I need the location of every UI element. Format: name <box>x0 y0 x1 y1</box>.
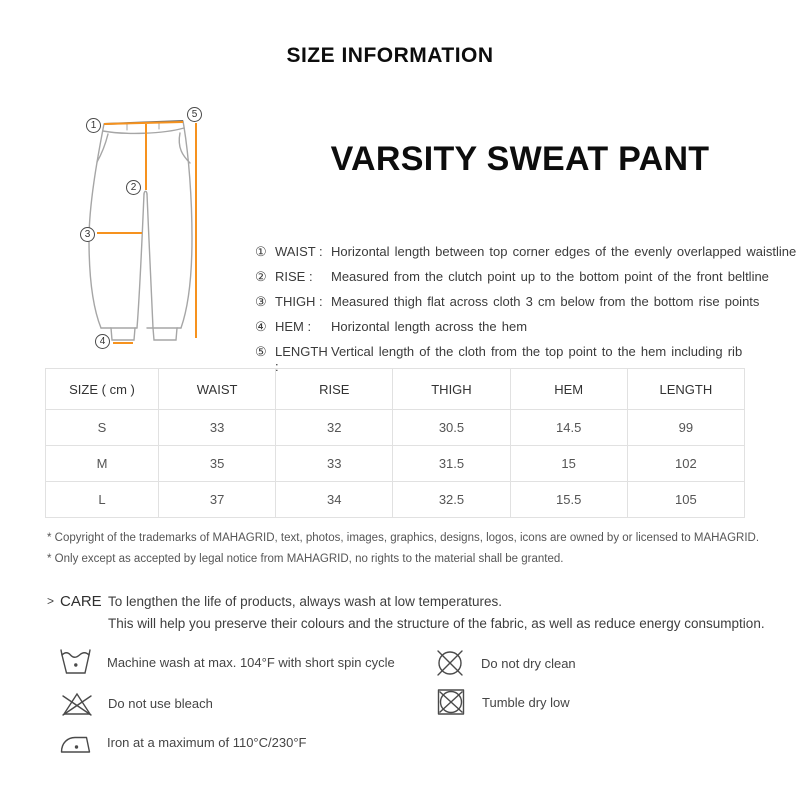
definition-desc: Measured thigh flat across cloth 3 cm below from the bottom rise points <box>331 294 760 309</box>
table-row-l <box>46 482 745 518</box>
care-item-do-not-dry-clean <box>432 648 576 678</box>
machine-wash-icon <box>58 647 94 677</box>
value-cell: 105 <box>627 482 744 518</box>
marker-length: 5 <box>187 107 202 122</box>
value-cell: 35 <box>159 446 276 482</box>
care-item-label: Machine wash at max. 104°F with short spin cycle <box>107 654 395 670</box>
value-cell: 15 <box>510 446 627 482</box>
care-item-tumble-dry-low <box>433 687 570 717</box>
iron-max-icon <box>58 727 94 757</box>
measurement-definitions <box>255 244 797 383</box>
left-pocket-line <box>97 134 108 162</box>
col-header-waist: WAIST <box>159 369 276 410</box>
care-label: CARE <box>60 593 102 610</box>
value-cell: 14.5 <box>510 410 627 446</box>
copyright-note: * Copyright of the trademarks of MAHAGRID, text, photos, images, graphics, designs, logos, icons are owned by or licensed to MAHAGRID. <box>47 532 760 544</box>
definition-desc: Horizontal length across the hem <box>331 319 528 334</box>
value-cell: 99 <box>627 410 744 446</box>
definition-number: ③ <box>255 294 267 309</box>
col-header-rise: RISE <box>276 369 393 410</box>
rights-note: * Only except as accepted by legal notice from MAHAGRID, no rights to the material shall be granted. <box>47 553 564 565</box>
value-cell: 34 <box>276 482 393 518</box>
care-description <box>108 591 765 634</box>
sweat-pant-illustration <box>55 90 225 365</box>
legal-notes <box>47 528 759 570</box>
right-cuff <box>153 328 177 340</box>
measurement-lines <box>97 122 196 343</box>
marker-waist: 1 <box>86 118 101 133</box>
left-cuff <box>111 328 135 340</box>
definition-row <box>255 294 765 310</box>
marker-thigh: 3 <box>80 227 95 242</box>
care-heading <box>47 593 102 610</box>
tumble-dry-low-icon <box>433 687 469 717</box>
marker-rise: 2 <box>126 180 141 195</box>
value-cell: 33 <box>276 446 393 482</box>
care-item-iron <box>58 727 306 757</box>
size-cell: L <box>46 482 159 518</box>
care-item-label: Tumble dry low <box>482 694 570 710</box>
care-item-do-not-bleach <box>59 688 213 718</box>
definition-term: WAIST : <box>275 244 323 259</box>
table-row-s <box>46 410 745 446</box>
definition-number: ⑤ <box>255 344 267 359</box>
product-title: VARSITY SWEAT PANT <box>330 140 710 178</box>
definition-number: ① <box>255 244 267 259</box>
value-cell: 32 <box>276 410 393 446</box>
waist-measure-line <box>104 122 183 124</box>
pant-measurement-diagram <box>55 90 225 365</box>
col-header-size: SIZE ( cm ) <box>46 369 159 410</box>
col-header-thigh: THIGH <box>393 369 510 410</box>
definition-number: ② <box>255 269 267 284</box>
value-cell: 32.5 <box>393 482 510 518</box>
col-header-length: LENGTH <box>627 369 744 410</box>
value-cell: 37 <box>159 482 276 518</box>
definition-term: RISE : <box>275 269 313 284</box>
care-item-machine-wash <box>58 647 395 677</box>
size-cell: S <box>46 410 159 446</box>
care-line-2: This will help you preserve their colours and the structure of the fabric, as well as reduce energy consumption. <box>108 615 765 631</box>
definition-row <box>255 244 797 260</box>
definition-desc: Horizontal length between top corner edges of the evenly overlapped waistline <box>331 244 797 259</box>
definition-number: ④ <box>255 319 267 334</box>
definition-term: LENGTH : <box>275 344 328 374</box>
do-not-dry-clean-icon <box>432 648 468 678</box>
size-cell: M <box>46 446 159 482</box>
do-not-bleach-icon <box>59 688 95 718</box>
size-table-header-row <box>46 369 745 410</box>
value-cell: 31.5 <box>393 446 510 482</box>
page-title: SIZE INFORMATION <box>286 44 494 67</box>
value-cell: 33 <box>159 410 276 446</box>
definition-term: THIGH : <box>275 294 323 309</box>
value-cell: 102 <box>627 446 744 482</box>
table-row-m <box>46 446 745 482</box>
marker-hem: 4 <box>95 334 110 349</box>
definition-term: HEM : <box>275 319 312 334</box>
care-line-1: To lengthen the life of products, always wash at low temperatures. <box>108 594 502 609</box>
care-item-label: Iron at a maximum of 110°C/230°F <box>107 734 307 750</box>
care-item-label: Do not use bleach <box>108 695 213 711</box>
value-cell: 30.5 <box>393 410 510 446</box>
pant-outline <box>89 121 192 340</box>
definition-row <box>255 319 765 335</box>
definition-row <box>255 269 769 285</box>
chevron-right-icon: > <box>47 594 55 608</box>
size-table <box>45 368 745 518</box>
care-item-label: Do not dry clean <box>481 655 576 671</box>
col-header-hem: HEM <box>510 369 627 410</box>
value-cell: 15.5 <box>510 482 627 518</box>
definition-desc: Measured from the clutch point up to the bottom point of the front beltline <box>331 269 769 284</box>
definition-desc: Vertical length of the cloth from the top point to the hem including rib <box>331 344 743 359</box>
